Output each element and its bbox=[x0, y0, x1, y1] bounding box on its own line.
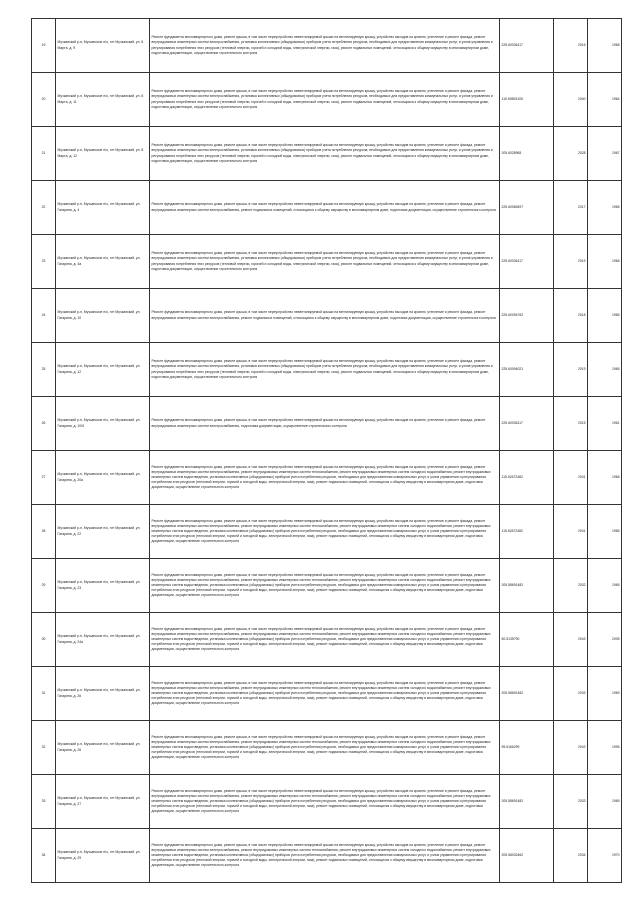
works-description-cell: Ремонт фундамента многоквартирного дома, ремонт крыши, в том числе переустройство невентилируемой крыши на вентилируемую крышу, устройство выходов на кровлю, утепление и ремонт фасада, ремонт внутридомовых инженерных систем электроснабжения, ремонт подвальных помещений, относящихся к общему имуществу в многоквартирном доме, подготовка документации, осуществление строительного контроля bbox=[150, 181, 500, 235]
address-cell: Мучкапский р-н, Мучкапское п/о, пгт Мучкапский, ул. Гагарина, д. 27 bbox=[56, 775, 150, 829]
cost-cell: 225.60036117 bbox=[500, 19, 554, 73]
planned-year-cell: 2034 bbox=[554, 829, 588, 883]
planned-year-cell: 2016 bbox=[554, 19, 588, 73]
address-cell: Мучкапский р-н, Мучкапское п/о, пгт Мучкапский, ул. Гагарина, д. 10 bbox=[56, 289, 150, 343]
built-year-cell: 1964 bbox=[588, 73, 622, 127]
built-year-cell: 1966 bbox=[588, 451, 622, 505]
built-year-cell: 1969 bbox=[588, 775, 622, 829]
planned-year-cell: 2040 bbox=[554, 73, 588, 127]
works-table-body bbox=[32, 19, 622, 883]
built-year-cell: 1965 bbox=[588, 19, 622, 73]
row-number: 33 bbox=[32, 775, 56, 829]
built-year-cell: 1965 bbox=[588, 181, 622, 235]
table-row bbox=[32, 127, 622, 181]
address-cell: Мучкапский р-н, Мучкапское п/о, пгт Мучкапский, ул. Гагарина, д. 26 bbox=[56, 721, 150, 775]
works-description-cell: Ремонт фундамента многоквартирного дома, ремонт крыши, в том числе переустройство невентилируемой крыши на вентилируемую крышу, устройство выходов на кровлю, утепление и ремонт фасада, ремонт внутридомовых инженерных систем электроснабжения, установка коллективных (общедомовых) приборов учета потребления ресурсов, необходимых для предоставления коммунальных услуг, и узлов управления и регулирования потребления этих ресурсов (тепловой энергии, горячей и холодной воды, электрической энергии, газа), ремонт подвальных помещений, относящихся к общему имуществу в многоквартирном доме, подготовка документации, осуществление строительного контроля bbox=[150, 19, 500, 73]
table-row bbox=[32, 559, 622, 613]
cost-cell: 225.60094762 bbox=[500, 289, 554, 343]
cost-cell: 205.58691482 bbox=[500, 559, 554, 613]
planned-year-cell: 2028 bbox=[554, 127, 588, 181]
table-row bbox=[32, 829, 622, 883]
cost-cell: 225.60036117 bbox=[500, 235, 554, 289]
address-cell: Мучкапский р-н, Мучкапское п/о, пгт Мучкапский, ул. Гагарина, д. 10/5 bbox=[56, 397, 150, 451]
built-year-cell: 1961 bbox=[588, 397, 622, 451]
cost-cell: 115.52672482 bbox=[500, 451, 554, 505]
planned-year-cell: 2043 bbox=[554, 613, 588, 667]
planned-year-cell: 2032 bbox=[554, 559, 588, 613]
planned-year-cell: 2015 bbox=[554, 397, 588, 451]
address-cell: Мучкапский р-н, Мучкапское п/о, пгт Мучкапский, ул. Гагарина, д. 26 bbox=[56, 667, 150, 721]
address-cell: Мучкапский р-н, Мучкапское п/о, пгт Мучкапский, ул. Гагарина, д. 24а bbox=[56, 613, 150, 667]
table-row bbox=[32, 343, 622, 397]
address-cell: Мучкапский р-н, Мучкапское п/о, пгт Мучкапский, ул. Гагарина, д. 22 bbox=[56, 505, 150, 559]
built-year-cell: 1966 bbox=[588, 235, 622, 289]
table-row bbox=[32, 289, 622, 343]
planned-year-cell: 2033 bbox=[554, 667, 588, 721]
table-row bbox=[32, 451, 622, 505]
works-table bbox=[31, 18, 622, 883]
works-description-cell: Ремонт фундамента многоквартирного дома, ремонт крыши, в том числе переустройство невентилируемой крыши на вентилируемую крышу, устройство выходов на кровлю, утепление и ремонт фасада, ремонт внутридомовых инженерных систем электроснабжения, ремонт внутридомовых инженерных систем теплоснабжения, ремонт внутридомовых инженерных систем холодного водоснабжения, ремонт внутридомовых инженерных систем водоотведения, установка коллективных (общедомовых) приборов учета потребления ресурсов, необходимых для предоставления коммунальных услуг, и узлов управления и регулирования потребления этих ресурсов (тепловой энергии, горячей и холодной воды, электрической энергии, газа), ремонт подвальных помещений, относящихся к общему имуществу в многоквартирном доме, подготовка документации, осуществление строительного контроля bbox=[150, 829, 500, 883]
built-year-cell: 1965 bbox=[588, 289, 622, 343]
built-year-cell: 1995 bbox=[588, 721, 622, 775]
row-number: 29 bbox=[32, 559, 56, 613]
table-row bbox=[32, 181, 622, 235]
table-row bbox=[32, 613, 622, 667]
built-year-cell: 1965 bbox=[588, 559, 622, 613]
cost-cell: 50.5135790 bbox=[500, 613, 554, 667]
table-row bbox=[32, 667, 622, 721]
table-row bbox=[32, 19, 622, 73]
cost-cell: 205.58691482 bbox=[500, 667, 554, 721]
cost-cell: 95.5166299 bbox=[500, 721, 554, 775]
row-number: 31 bbox=[32, 667, 56, 721]
table-row bbox=[32, 397, 622, 451]
document-page bbox=[31, 18, 620, 883]
row-number: 23 bbox=[32, 235, 56, 289]
works-description-cell: Ремонт фундамента многоквартирного дома, ремонт крыши, в том числе переустройство невентилируемой крыши на вентилируемую крышу, устройство выходов на кровлю, утепление и ремонт фасада, ремонт внутридомовых инженерных систем электроснабжения, установка коллективных (общедомовых) приборов учета потребления ресурсов, необходимых для предоставления коммунальных услуг, и узлов управления и регулирования потребления этих ресурсов (тепловой энергии, горячей и холодной воды, электрической энергии, газа), ремонт подвальных помещений, относящихся к общему имуществу в многоквартирном доме, подготовка документации, осуществление строительного контроля bbox=[150, 235, 500, 289]
table-row bbox=[32, 721, 622, 775]
address-cell: Мучкапский р-н, Мучкапское п/о, пгт Мучкапский, ул. Гагарина, д. 20а bbox=[56, 451, 150, 505]
row-number: 25 bbox=[32, 343, 56, 397]
address-cell: Мучкапский р-н, Мучкапское п/о, пгт Мучкапский, ул. Гагарина, д. 4а bbox=[56, 235, 150, 289]
planned-year-cell: 2041 bbox=[554, 451, 588, 505]
cost-cell: 225.60065497 bbox=[500, 181, 554, 235]
row-number: 22 bbox=[32, 181, 56, 235]
cost-cell: 205.58691482 bbox=[500, 775, 554, 829]
works-description-cell: Ремонт фундамента многоквартирного дома, ремонт крыши, в том числе переустройство невентилируемой крыши на вентилируемую крышу, устройство выходов на кровлю, утепление и ремонт фасада, ремонт внутридомовых инженерных систем электроснабжения, ремонт внутридомовых инженерных систем теплоснабжения, ремонт внутридомовых инженерных систем холодного водоснабжения, ремонт внутридомовых инженерных систем водоотведения, установка коллективных (общедомовых) приборов учета потребления ресурсов, необходимых для предоставления коммунальных услуг, и узлов управления и регулирования потребления этих ресурсов (тепловой энергии, горячей и холодной воды, электрической энергии, газа), ремонт подвальных помещений, относящихся к общему имуществу в многоквартирном доме, подготовка документации, осуществление строительного контроля bbox=[150, 451, 500, 505]
works-description-cell: Ремонт фундамента многоквартирного дома, ремонт крыши, в том числе переустройство невентилируемой крыши на вентилируемую крышу, устройство выходов на кровлю, утепление и ремонт фасада, ремонт внутридомовых инженерных систем электроснабжения, установка коллективных (общедомовых) приборов учета потребления ресурсов, необходимых для предоставления коммунальных услуг, и узлов управления и регулирования потребления этих ресурсов (тепловой энергии, горячей и холодной воды, электрической энергии, газа), ремонт подвальных помещений, относящихся к общему имуществу в многоквартирном доме, подготовка документации, осуществление строительного контроля bbox=[150, 127, 500, 181]
table-row bbox=[32, 505, 622, 559]
row-number: 19 bbox=[32, 19, 56, 73]
cost-cell: 225.60094021 bbox=[500, 343, 554, 397]
cost-cell: 115.52672482 bbox=[500, 505, 554, 559]
row-number: 21 bbox=[32, 127, 56, 181]
works-description-cell: Ремонт фундамента многоквартирного дома, ремонт крыши, в том числе переустройство невентилируемой крыши на вентилируемую крышу, устройство выходов на кровлю, утепление и ремонт фасада, ремонт внутридомовых инженерных систем электроснабжения, ремонт подвальных помещений, относящихся к общему имуществу в многоквартирном доме, подготовка документации, осуществление строительного контроля bbox=[150, 289, 500, 343]
row-number: 27 bbox=[32, 451, 56, 505]
cost-cell: 205.58032462 bbox=[500, 829, 554, 883]
works-description-cell: Ремонт фундамента многоквартирного дома, ремонт крыши, в том числе переустройство невентилируемой крыши на вентилируемую крышу, устройство выходов на кровлю, утепление и ремонт фасада, ремонт внутридомовых инженерных систем электроснабжения, ремонт внутридомовых инженерных систем теплоснабжения, ремонт внутридомовых инженерных систем холодного водоснабжения, ремонт внутридомовых инженерных систем водоотведения, установка коллективных (общедомовых) приборов учета потребления ресурсов, необходимых для предоставления коммунальных услуг, и узлов управления и регулирования потребления этих ресурсов (тепловой энергии, горячей и холодной воды, электрической энергии, газа), ремонт подвальных помещений, относящихся к общему имуществу в многоквартирном доме, подготовка документации, осуществление строительного контроля bbox=[150, 559, 500, 613]
works-description-cell: Ремонт фундамента многоквартирного дома, ремонт крыши, в том числе переустройство невентилируемой крыши на вентилируемую крышу, устройство выходов на кровлю, утепление и ремонт фасада, ремонт внутридомовых инженерных систем электроснабжения, подготовка документации, осуществление строительного контроля bbox=[150, 397, 500, 451]
row-number: 32 bbox=[32, 721, 56, 775]
row-number: 20 bbox=[32, 73, 56, 127]
built-year-cell: 1965 bbox=[588, 343, 622, 397]
row-number: 24 bbox=[32, 289, 56, 343]
address-cell: Мучкапский р-н, Мучкапское п/о, пгт Мучкапский, ул. 8 Марта, д. 11 bbox=[56, 73, 150, 127]
works-description-cell: Ремонт фундамента многоквартирного дома, ремонт крыши, в том числе переустройство невентилируемой крыши на вентилируемую крышу, устройство выходов на кровлю, утепление и ремонт фасада, ремонт внутридомовых инженерных систем электроснабжения, ремонт внутридомовых инженерных систем теплоснабжения, ремонт внутридомовых инженерных систем холодного водоснабжения, ремонт внутридомовых инженерных систем водоотведения, установка коллективных (общедомовых) приборов учета потребления ресурсов, необходимых для предоставления коммунальных услуг, и узлов управления и регулирования потребления этих ресурсов (тепловой энергии, горячей и холодной воды, электрической энергии, газа), ремонт подвальных помещений, относящихся к общему имуществу в многоквартирном доме, подготовка документации, осуществление строительного контроля bbox=[150, 775, 500, 829]
row-number: 28 bbox=[32, 505, 56, 559]
address-cell: Мучкапский р-н, Мучкапское п/о, пгт Мучкапский, ул. Гагарина, д. 29 bbox=[56, 829, 150, 883]
built-year-cell: 1967 bbox=[588, 127, 622, 181]
planned-year-cell: 2033 bbox=[554, 775, 588, 829]
built-year-cell: 1969 bbox=[588, 667, 622, 721]
planned-year-cell: 2019 bbox=[554, 343, 588, 397]
works-description-cell: Ремонт фундамента многоквартирного дома, ремонт крыши, в том числе переустройство невентилируемой крыши на вентилируемую крышу, устройство выходов на кровлю, утепление и ремонт фасада, ремонт внутридомовых инженерных систем электроснабжения, установка коллективных (общедомовых) приборов учета потребления ресурсов, необходимых для предоставления коммунальных услуг, и узлов управления и регулирования потребления этих ресурсов (тепловой энергии, горячей и холодной воды, электрической энергии, газа), ремонт подвальных помещений, относящихся к общему имуществу в многоквартирном доме, подготовка документации, осуществление строительного контроля bbox=[150, 73, 500, 127]
works-description-cell: Ремонт фундамента многоквартирного дома, ремонт крыши, в том числе переустройство невентилируемой крыши на вентилируемую крышу, устройство выходов на кровлю, утепление и ремонт фасада, ремонт внутридомовых инженерных систем электроснабжения, ремонт внутридомовых инженерных систем теплоснабжения, ремонт внутридомовых инженерных систем холодного водоснабжения, ремонт внутридомовых инженерных систем водоотведения, установка коллективных (общедомовых) приборов учета потребления ресурсов, необходимых для предоставления коммунальных услуг, и узлов управления и регулирования потребления этих ресурсов (тепловой энергии, горячей и холодной воды, электрической энергии, газа), ремонт подвальных помещений, относящихся к общему имуществу в многоквартирном доме, подготовка документации, осуществление строительного контроля bbox=[150, 505, 500, 559]
built-year-cell: 2005 bbox=[588, 613, 622, 667]
planned-year-cell: 2019 bbox=[554, 235, 588, 289]
address-cell: Мучкапский р-н, Мучкапское п/о, пгт Мучкапский, ул. 8 Марта, д. 9 bbox=[56, 19, 150, 73]
planned-year-cell: 2018 bbox=[554, 289, 588, 343]
cost-cell: 115.50693105 bbox=[500, 73, 554, 127]
row-number: 34 bbox=[32, 829, 56, 883]
planned-year-cell: 2017 bbox=[554, 181, 588, 235]
planned-year-cell: 2042 bbox=[554, 721, 588, 775]
row-number: 30 bbox=[32, 613, 56, 667]
table-row bbox=[32, 73, 622, 127]
built-year-cell: 1965 bbox=[588, 505, 622, 559]
table-row bbox=[32, 775, 622, 829]
planned-year-cell: 2041 bbox=[554, 505, 588, 559]
address-cell: Мучкапский р-н, Мучкапское п/о, пгт Мучкапский, ул. Гагарина, д. 23 bbox=[56, 559, 150, 613]
cost-cell: 225.60036117 bbox=[500, 397, 554, 451]
built-year-cell: 1970 bbox=[588, 829, 622, 883]
address-cell: Мучкапский р-н, Мучкапское п/о, пгт Мучкапский, ул. 8 Марта, д. 12 bbox=[56, 127, 150, 181]
works-description-cell: Ремонт фундамента многоквартирного дома, ремонт крыши, в том числе переустройство невентилируемой крыши на вентилируемую крышу, устройство выходов на кровлю, утепление и ремонт фасада, ремонт внутридомовых инженерных систем электроснабжения, ремонт внутридомовых инженерных систем теплоснабжения, ремонт внутридомовых инженерных систем холодного водоснабжения, ремонт внутридомовых инженерных систем водоотведения, установка коллективных (общедомовых) приборов учета потребления ресурсов, необходимых для предоставления коммунальных услуг, и узлов управления и регулирования потребления этих ресурсов (тепловой энергии, горячей и холодной воды, электрической энергии, газа), ремонт подвальных помещений, относящихся к общему имуществу в многоквартирном доме, подготовка документации, осуществление строительного контроля bbox=[150, 721, 500, 775]
row-number: 26 bbox=[32, 397, 56, 451]
address-cell: Мучкапский р-н, Мучкапское п/о, пгт Мучкапский, ул. Гагарина, д. 4 bbox=[56, 181, 150, 235]
works-description-cell: Ремонт фундамента многоквартирного дома, ремонт крыши, в том числе переустройство невентилируемой крыши на вентилируемую крышу, устройство выходов на кровлю, утепление и ремонт фасада, ремонт внутридомовых инженерных систем электроснабжения, ремонт внутридомовых инженерных систем теплоснабжения, ремонт внутридомовых инженерных систем холодного водоснабжения, ремонт внутридомовых инженерных систем водоотведения, установка коллективных (общедомовых) приборов учета потребления ресурсов, необходимых для предоставления коммунальных услуг, и узлов управления и регулирования потребления этих ресурсов (тепловой энергии, горячей и холодной воды, электрической энергии, газа), ремонт подвальных помещений, относящихся к общему имуществу в многоквартирном доме, подготовка документации, осуществление строительного контроля bbox=[150, 667, 500, 721]
cost-cell: 205.6028965 bbox=[500, 127, 554, 181]
address-cell: Мучкапский р-н, Мучкапское п/о, пгт Мучкапский, ул. Гагарина, д. 12 bbox=[56, 343, 150, 397]
table-row bbox=[32, 235, 622, 289]
works-description-cell: Ремонт фундамента многоквартирного дома, ремонт крыши, в том числе переустройство невентилируемой крыши на вентилируемую крышу, устройство выходов на кровлю, утепление и ремонт фасада, ремонт внутридомовых инженерных систем электроснабжения, ремонт внутридомовых инженерных систем теплоснабжения, ремонт внутридомовых инженерных систем холодного водоснабжения, ремонт внутридомовых инженерных систем водоотведения, установка коллективных (общедомовых) приборов учета потребления ресурсов, необходимых для предоставления коммунальных услуг, и узлов управления и регулирования потребления этих ресурсов (тепловой энергии, горячей и холодной воды, электрической энергии, газа), ремонт подвальных помещений, относящихся к общему имуществу в многоквартирном доме, подготовка документации, осуществление строительного контроля bbox=[150, 613, 500, 667]
works-description-cell: Ремонт фундамента многоквартирного дома, ремонт крыши, в том числе переустройство невентилируемой крыши на вентилируемую крышу, устройство выходов на кровлю, утепление и ремонт фасада, ремонт внутридомовых инженерных систем электроснабжения, установка коллективных (общедомовых) приборов учета потребления ресурсов, необходимых для предоставления коммунальных услуг, и узлов управления и регулирования потребления этих ресурсов (тепловой энергии, горячей и холодной воды, электрической энергии, газа), ремонт подвальных помещений, относящихся к общему имуществу в многоквартирном доме, подготовка документации, осуществление строительного контроля bbox=[150, 343, 500, 397]
